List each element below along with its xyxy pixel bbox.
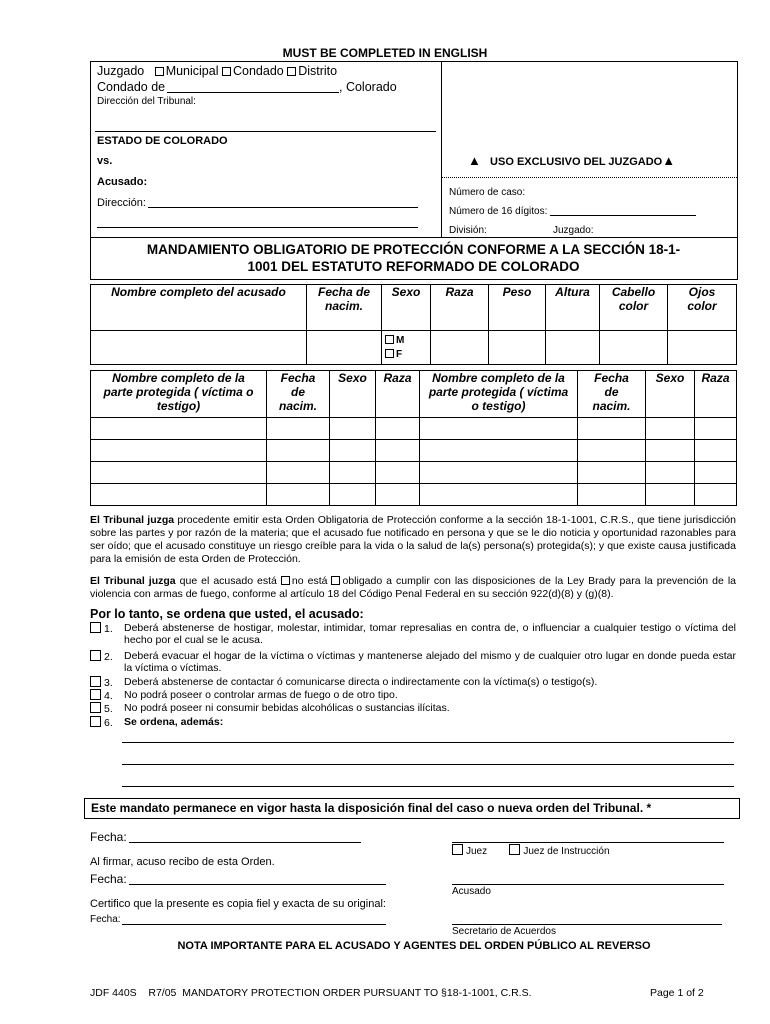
table-row: [91, 440, 737, 462]
col-sexo: Sexo: [382, 285, 431, 331]
defendant-weight-cell[interactable]: [489, 331, 546, 365]
table-row: [91, 484, 737, 506]
triangle-up-icon: ▲: [662, 153, 676, 168]
distrito-checkbox[interactable]: [287, 67, 296, 76]
acusado-label: Acusado:: [97, 176, 148, 188]
direccion-label: Dirección:: [97, 197, 146, 209]
judge-type-row: Juez Juez de Instrucción: [452, 844, 610, 857]
obligado-checkbox[interactable]: [331, 576, 340, 585]
secretario-label: Secretario de Acuerdos: [452, 926, 556, 937]
col-protegida-fecha-2: Fecha de nacim.: [578, 371, 646, 418]
fecha-label-2: Fecha:: [90, 872, 127, 886]
col-protegida-raza-2: Raza: [695, 371, 737, 418]
additional-orders-line-2[interactable]: [122, 764, 734, 765]
clerk-signature-line[interactable]: [452, 924, 722, 925]
defendant-name-cell[interactable]: [91, 331, 307, 365]
order-item-6-text: Se ordena, además:: [124, 716, 224, 728]
defendant-race-cell[interactable]: [431, 331, 489, 365]
order-item-4: 4.: [90, 689, 113, 702]
municipal-checkbox[interactable]: [155, 67, 164, 76]
col-raza: Raza: [431, 285, 489, 331]
order-item-2-text: Deberá evacuar el hogar de la víctima o víctimas y mantenerse alejado del mismo y de cualquier otro lugar en donde pueda estar la víctima o víctimas.: [124, 650, 736, 674]
col-protegida-nombre-2: Nombre completo de la parte protegida ( víctima o testigo): [420, 371, 578, 418]
protected-party-table: [90, 370, 737, 506]
court-type-row: [97, 64, 337, 78]
order-item-3-text: Deberá abstenerse de contactar ó comunicarse directa o indirectamente con la víctima(s) o testigo(s).: [124, 676, 598, 688]
order-3-checkbox[interactable]: [90, 676, 101, 687]
no-esta-checkbox[interactable]: [281, 576, 290, 585]
validity-notice: Este mandato permanece en vigor hasta la disposición final del caso o nueva orden del Tribunal. *: [84, 798, 740, 819]
finding-paragraph-1: El Tribunal juzga procedente emitir esta Orden Obligatoria de Protección conforme a la sección 18-1-1001, C.R.S., que tiene jurisdicción sobre las partes y por razón de la materia; que el acusado fue notificado en persona y que se le dio noticia y oportunidad razonables para ser oído; que el acusado constituye un riesgo creíble para la vida o la salud de la(s) persona(s) protegida(s); y que existe causa justificada para la emisión de esta Orden de Protección.: [90, 514, 736, 565]
court-use-separator: [441, 177, 737, 178]
page-number: Page 1 of 2: [650, 987, 704, 999]
caption-divider: [441, 61, 442, 237]
additional-orders-line-3[interactable]: [122, 786, 734, 787]
municipal-label: Municipal: [165, 64, 219, 78]
acusado-signature-label: Acusado: [452, 886, 491, 897]
court-address-line[interactable]: [95, 131, 436, 132]
colorado-label: , Colorado: [339, 80, 397, 94]
col-protegida-fecha-1: Fecha de nacim.: [267, 371, 330, 418]
fecha-field-1[interactable]: [129, 842, 361, 843]
triangle-up-icon: ▲: [468, 153, 481, 168]
court-use-label: ▲ USO EXCLUSIVO DEL JUZGADO▲: [468, 153, 676, 168]
judge-signature-line[interactable]: [452, 842, 724, 843]
important-note: NOTA IMPORTANTE PARA EL ACUSADO Y AGENTES DEL ORDEN PÚBLICO AL REVERSO: [177, 940, 651, 952]
fecha-field-2[interactable]: [129, 884, 386, 885]
defendant-eyes-cell[interactable]: [668, 331, 737, 365]
col-fecha: Fecha de nacim.: [307, 285, 382, 331]
order-item-6: 6.: [90, 716, 113, 729]
division-label: División:: [449, 225, 487, 236]
col-ojos: Ojos color: [668, 285, 737, 331]
col-cabello: Cabello color: [600, 285, 668, 331]
condado-label: Condado: [232, 64, 284, 78]
acknowledgment-text: Al firmar, acuso recibo de esta Orden.: [90, 856, 275, 868]
juez-checkbox[interactable]: [452, 844, 463, 855]
col-protegida-raza-1: Raza: [376, 371, 420, 418]
order-item-4-text: No podrá poseer o controlar armas de fuego o de otro tipo.: [124, 689, 398, 701]
vs-label: vs.: [97, 155, 113, 167]
defendant-address-line2[interactable]: [97, 227, 418, 228]
fecha-field-3[interactable]: [122, 924, 386, 925]
col-protegida-sexo-1: Sexo: [330, 371, 376, 418]
sex-m-checkbox[interactable]: [385, 335, 394, 344]
defendant-height-cell[interactable]: [546, 331, 600, 365]
juzgado-label: Juzgado: [97, 64, 145, 78]
col-peso: Peso: [489, 285, 546, 331]
juez-instruccion-checkbox[interactable]: [509, 844, 520, 855]
defendant-address-field[interactable]: [148, 207, 418, 208]
defendant-hair-cell[interactable]: [600, 331, 668, 365]
must-complete-notice: MUST BE COMPLETED IN ENGLISH: [282, 46, 488, 60]
title-separator: [90, 237, 737, 238]
condado-checkbox[interactable]: [222, 67, 231, 76]
certification-text: Certifico que la presente es copia fiel y exacta de su original:: [90, 898, 386, 910]
direccion-tribunal-label: Dirección del Tribunal:: [97, 96, 196, 107]
estado-label: ESTADO DE COLORADO: [97, 135, 228, 147]
condado-de-label: Condado de: [97, 80, 166, 94]
table-row: [91, 418, 737, 440]
additional-orders-line-1[interactable]: [122, 742, 734, 743]
defendant-sex-cell: M F: [382, 331, 431, 365]
order-item-2: 2.: [90, 650, 113, 663]
numero-16-field[interactable]: [550, 215, 696, 216]
condado-field[interactable]: [167, 92, 339, 93]
defendant-table: [90, 284, 737, 365]
order-5-checkbox[interactable]: [90, 702, 101, 713]
numero-caso-label: Número de caso:: [449, 187, 526, 198]
form-footer: JDF 440S R7/05 MANDATORY PROTECTION ORDER PURSUANT TO §18-1-1001, C.R.S.: [90, 987, 532, 999]
order-4-checkbox[interactable]: [90, 689, 101, 700]
col-protegida-sexo-2: Sexo: [646, 371, 695, 418]
fecha-label-3: Fecha:: [90, 914, 121, 925]
distrito-label: Distrito: [298, 64, 338, 78]
col-altura: Altura: [546, 285, 600, 331]
col-nombre-acusado: Nombre completo del acusado: [91, 285, 307, 331]
sex-f-checkbox[interactable]: [385, 349, 394, 358]
order-1-checkbox[interactable]: [90, 622, 101, 633]
orders-heading: Por lo tanto, se ordena que usted, el acusado:: [90, 607, 364, 621]
finding-paragraph-2: El Tribunal juzga que el acusado está no está obligado a cumplir con las disposiciones de la Ley Brady para la prevención de la violencia con armas de fuego, conforme al artículo 18 del Código Penal Federal en su sección 922(d)(8) y (g)(8).: [90, 575, 736, 600]
defendant-dob-cell[interactable]: [307, 331, 382, 365]
numero-16-label: Número de 16 dígitos:: [449, 206, 548, 217]
col-protegida-nombre-1: Nombre completo de la parte protegida ( víctima o testigo): [91, 371, 267, 418]
page-title: MANDAMIENTO OBLIGATORIO DE PROTECCIÓN CONFORME A LA SECCIÓN 18-1- 1001 DEL ESTATUTO REFORMADO DE COLORADO: [146, 242, 681, 274]
juzgado-court-label: Juzgado:: [553, 225, 594, 236]
order-item-3: 3.: [90, 676, 113, 689]
defendant-signature-line[interactable]: [452, 884, 724, 885]
order-item-5: 5.: [90, 702, 113, 715]
order-item-1: 1.: [90, 622, 113, 635]
fecha-label-1: Fecha:: [90, 830, 127, 844]
order-6-checkbox[interactable]: [90, 716, 101, 727]
table-row: [91, 462, 737, 484]
order-item-5-text: No podrá poseer ni consumir bebidas alcohólicas o sustancias ilícitas.: [124, 702, 450, 714]
order-item-1-text: Deberá abstenerse de hostigar, molestar, intimidar, tomar represalias en contra de, o influenciar a cualquier testigo o víctima del hecho por el cual se le acusa.: [124, 622, 736, 646]
order-2-checkbox[interactable]: [90, 650, 101, 661]
